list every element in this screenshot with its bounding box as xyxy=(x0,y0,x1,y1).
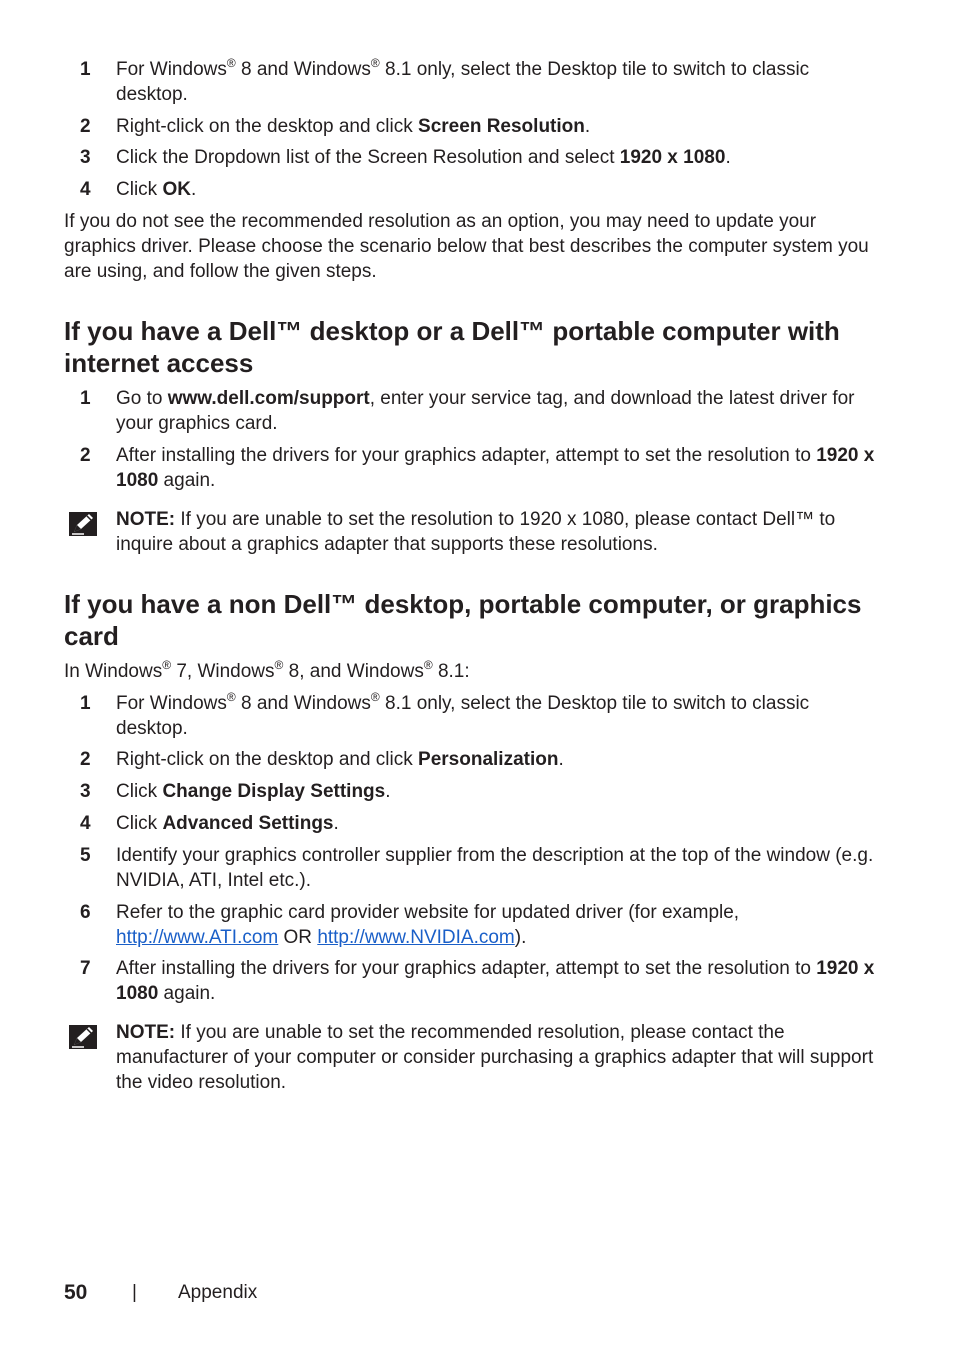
step-number: 4 xyxy=(80,179,91,200)
step-text: Click Advanced Settings. xyxy=(116,813,339,834)
step-number: 1 xyxy=(80,693,91,714)
note-box xyxy=(64,507,886,557)
page-number: 50 xyxy=(64,1281,88,1304)
step-text: After installing the drivers for your graphics adapter, attempt to set the resolution to 1920 x 1080 again. xyxy=(116,958,875,1004)
step-number: 1 xyxy=(80,59,91,80)
step-text: For Windows® 8 and Windows® 8.1 only, select the Desktop tile to switch to classic desktop. xyxy=(116,56,810,105)
step-text: Right-click on the desktop and click Personalization. xyxy=(116,749,564,770)
list-item xyxy=(0,779,954,804)
note-pencil-icon xyxy=(68,1024,98,1050)
list-item xyxy=(0,57,954,107)
list-item xyxy=(0,443,954,493)
step-number: 7 xyxy=(80,958,91,979)
list-item xyxy=(0,900,954,950)
list-item xyxy=(0,747,954,772)
list-item xyxy=(0,114,954,139)
intro-steps-list-cont xyxy=(0,145,954,170)
windows-intro: In Windows® 7, Windows® 8, and Windows® 8.1: xyxy=(64,658,470,682)
dell-steps-list xyxy=(0,386,954,436)
list-item xyxy=(0,956,954,1006)
note-text: NOTE: If you are unable to set the recommended resolution, please contact the manufacturer of your computer or consider purchasing a graphics adapter that will support the video resolution. xyxy=(116,1022,874,1093)
non-dell-steps-list xyxy=(0,691,954,741)
footer-section-name: Appendix xyxy=(178,1282,258,1303)
step-text: Refer to the graphic card provider website for updated driver (for example, http://www.ATI.com OR http://www.NVIDIA.com). xyxy=(116,902,740,948)
intro-steps-list-cont xyxy=(0,114,954,139)
non-dell-steps-list-cont xyxy=(0,779,954,804)
step-text: After installing the drivers for your graphics adapter, attempt to set the resolution to 1920 x 1080 again. xyxy=(116,445,875,491)
list-item xyxy=(0,843,954,893)
note-pencil-icon xyxy=(68,511,98,537)
step-number: 3 xyxy=(80,781,91,802)
list-item xyxy=(0,386,954,436)
intro-paragraph: If you do not see the recommended resolution as an option, you may need to update your graphics driver. Please choose the scenario below that best describes the computer system you are using, and follow the given steps. xyxy=(64,211,869,282)
step-number: 2 xyxy=(80,116,91,137)
non-dell-steps-list-cont xyxy=(0,747,954,772)
dell-support-url: www.dell.com/support xyxy=(167,388,370,409)
list-item xyxy=(0,177,954,202)
non-dell-steps-list-cont xyxy=(0,811,954,836)
step-text: For Windows® 8 and Windows® 8.1 only, select the Desktop tile to switch to classic desktop. xyxy=(116,690,810,739)
step-number: 3 xyxy=(80,147,91,168)
step-number: 4 xyxy=(80,813,91,834)
page-footer xyxy=(64,1280,258,1307)
section-heading-dell: If you have a Dell™ desktop or a Dell™ portable computer with internet access xyxy=(64,316,840,378)
non-dell-steps-list-cont xyxy=(0,900,954,950)
note-box xyxy=(64,1020,886,1095)
non-dell-steps-list-cont xyxy=(0,956,954,1006)
step-text: Click Change Display Settings. xyxy=(116,781,391,802)
step-number: 5 xyxy=(80,845,91,866)
section-heading-non-dell: If you have a non Dell™ desktop, portable computer, or graphics card xyxy=(64,589,862,651)
step-number: 6 xyxy=(80,902,91,923)
list-item xyxy=(0,691,954,741)
nvidia-link[interactable]: http://www.NVIDIA.com xyxy=(317,927,515,948)
step-number: 2 xyxy=(80,749,91,770)
step-text: Go to www.dell.com/support, enter your service tag, and download the latest driver for your graphics card. xyxy=(116,388,855,434)
intro-steps-list-cont xyxy=(0,177,954,202)
dell-steps-list-cont xyxy=(0,443,954,493)
step-number: 1 xyxy=(80,388,91,409)
step-text: Identify your graphics controller supplier from the description at the top of the window (e.g. NVIDIA, ATI, Intel etc.). xyxy=(116,845,874,891)
intro-steps-list xyxy=(0,57,954,107)
ati-link[interactable]: http://www.ATI.com xyxy=(116,927,279,948)
footer-separator: | xyxy=(132,1282,137,1303)
note-text: NOTE: If you are unable to set the resolution to 1920 x 1080, please contact Dell™ to inquire about a graphics adapter that supports these resolutions. xyxy=(116,509,836,555)
non-dell-steps-list-cont xyxy=(0,843,954,893)
step-text: Right-click on the desktop and click Screen Resolution. xyxy=(116,116,591,137)
step-number: 2 xyxy=(80,445,91,466)
list-item xyxy=(0,811,954,836)
list-item xyxy=(0,145,954,170)
step-text: Click OK. xyxy=(116,179,197,200)
step-text: Click the Dropdown list of the Screen Resolution and select 1920 x 1080. xyxy=(116,147,731,168)
